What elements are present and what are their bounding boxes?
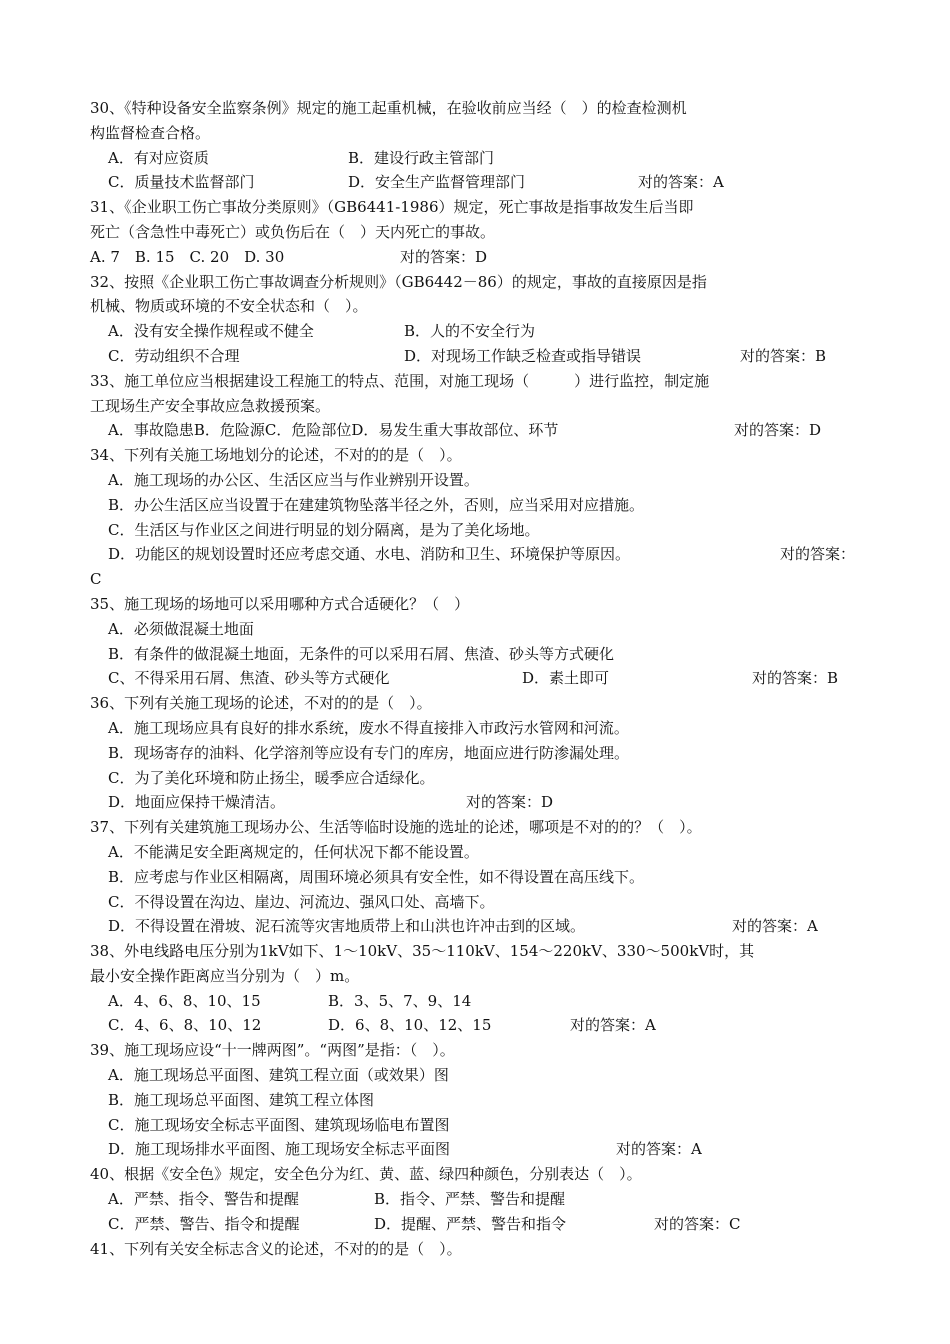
question-34-option-d-row — [90, 542, 880, 567]
question-40-options-row-2 — [90, 1212, 880, 1237]
question-35-options-row — [90, 666, 880, 691]
question-36-answer: 对的答案：D — [466, 793, 554, 812]
question-31-answer: 对的答案：D — [400, 247, 488, 266]
question-36-option-c: C．为了美化环境和防止扬尘，暖季应合适绿化。 — [108, 768, 435, 787]
question-35-option-d: D．素土即可 — [522, 669, 610, 688]
question-34-answer-value: C — [90, 570, 102, 589]
question-33-options-row — [90, 418, 880, 443]
question-35-stem: 35、施工现场的场地可以采用哪种方式合适硬化？（ ） — [90, 594, 470, 613]
question-37-option-a: A．不能满足安全距离规定的，任何状况下都不能设置。 — [108, 842, 479, 861]
question-34-option-b: B．办公生活区应当设置于在建建筑物坠落半径之外，否则，应当采用对应措施。 — [108, 495, 645, 514]
question-30-options-row-1 — [90, 146, 880, 171]
question-36-option-b: B．现场寄存的油料、化学溶剂等应设有专门的库房，地面应进行防渗漏处理。 — [108, 743, 630, 762]
question-32-options-row-2 — [90, 344, 880, 369]
question-38-stem-line-2: 最小安全操作距离应当分别为（ ）m。 — [90, 966, 360, 985]
question-35-option-a: A．必须做混凝土地面 — [108, 619, 254, 638]
question-40-option-b: B．指令、严禁、警告和提醒 — [374, 1190, 566, 1209]
question-36-option-d: D．地面应保持干燥清洁。 — [108, 793, 286, 812]
question-39-option-c: C．施工现场安全标志平面图、建筑现场临电布置图 — [108, 1115, 450, 1134]
question-38-options-row-2 — [90, 1013, 880, 1038]
question-32-stem-line-1: 32、按照《企业职工伤亡事故调查分析规则》（GB6442－86）的规定，事故的直接原因是指 — [90, 272, 707, 291]
question-30-option-c: C．质量技术监督部门 — [108, 173, 255, 192]
question-36-option-d-row — [90, 790, 880, 815]
question-31-options: A. 7 B. 15 C. 20 D. 30 — [90, 247, 285, 266]
question-38-stem-line-1: 38、外电线路电压分别为1kV如下、1～10kV、35～110kV、154～220kV、330～500kV时，其 — [90, 942, 755, 961]
document-page — [90, 96, 880, 1261]
question-35-option-b: B．有条件的做混凝土地面，无条件的可以采用石屑、焦渣、砂头等方式硬化 — [108, 644, 615, 663]
question-31-stem-line-1: 31、《企业职工伤亡事故分类原则》（GB6441-1986）规定，死亡事故是指事故发生后当即 — [90, 198, 694, 217]
question-30-answer: 对的答案：A — [638, 173, 724, 192]
question-37-option-d-row — [90, 914, 880, 939]
question-31-stem-line-2: 死亡（含急性中毒死亡）或负伤后在（ ）天内死亡的事故。 — [90, 222, 496, 241]
question-32-option-a: A．没有安全操作规程或不健全 — [108, 322, 314, 341]
question-39-option-a: A．施工现场总平面图、建筑工程立面（或效果）图 — [108, 1066, 449, 1085]
question-39-option-b: B．施工现场总平面图、建筑工程立体图 — [108, 1090, 375, 1109]
question-31-options-row — [90, 245, 880, 270]
question-30-option-d: D．安全生产监督管理部门 — [348, 173, 526, 192]
question-37-option-b: B．应考虑与作业区相隔离，周围环境必须具有安全性，如不得设置在高压线下。 — [108, 867, 645, 886]
question-41-stem: 41、下列有关安全标志含义的论述，不对的的是（ ）。 — [90, 1239, 462, 1258]
question-33-options: A．事故隐患B．危险源C．危险部位D．易发生重大事故部位、环节 — [108, 421, 559, 440]
question-38-answer: 对的答案：A — [570, 1016, 656, 1035]
question-39-answer: 对的答案：A — [616, 1140, 702, 1159]
question-32-options-row-1 — [90, 319, 880, 344]
question-38-option-d: D．6、8、10、12、15 — [328, 1016, 492, 1035]
question-32-answer: 对的答案：B — [740, 346, 827, 365]
question-30-options-row-2 — [90, 170, 880, 195]
question-40-options-row-1 — [90, 1187, 880, 1212]
question-32-option-b: B．人的不安全行为 — [404, 322, 536, 341]
question-30-option-a: A．有对应资质 — [108, 148, 209, 167]
question-34-answer-label: 对的答案： — [780, 545, 856, 564]
question-30-stem-line-1: 30、《特种设备安全监察条例》规定的施工起重机械，在验收前应当经（ ）的检查检测机 — [90, 99, 687, 117]
question-37-option-d: D．不得设置在滑坡、泥石流等灾害地质带上和山洪也许冲击到的区域。 — [108, 917, 586, 936]
question-34-stem: 34、下列有关施工场地划分的论述，不对的的是（ ）。 — [90, 446, 462, 465]
question-37-answer: 对的答案：A — [732, 917, 818, 936]
question-37-stem: 37、下列有关建筑施工现场办公、生活等临时设施的选址的论述，哪项是不对的的？（ ）。 — [90, 818, 702, 837]
question-39-option-d: D．施工现场排水平面图、施工现场安全标志平面图 — [108, 1140, 451, 1159]
question-38-option-c: C．4、6、8、10、12 — [108, 1016, 262, 1035]
question-40-answer: 对的答案：C — [654, 1214, 741, 1233]
question-35-option-c: C、不得采用石屑、焦渣、砂头等方式硬化 — [108, 669, 390, 688]
question-38-option-a: A．4、6、8、10、15 — [108, 991, 261, 1010]
question-34-option-d: D．功能区的规划设置时还应考虑交通、水电、消防和卫生、环境保护等原因。 — [108, 545, 631, 564]
question-36-stem: 36、下列有关施工现场的论述，不对的的是（ ）。 — [90, 694, 432, 713]
question-36-option-a: A．施工现场应具有良好的排水系统，废水不得直接排入市政污水管网和河流。 — [108, 718, 629, 737]
question-38-options-row-1 — [90, 989, 880, 1014]
question-33-stem-line-2: 工现场生产安全事故应急救援预案。 — [90, 396, 331, 415]
question-40-stem: 40、根据《安全色》规定，安全色分为红、黄、蓝、绿四种颜色，分别表达（ ）。 — [90, 1165, 642, 1184]
question-30-option-b: B．建设行政主管部门 — [348, 148, 495, 167]
question-32-option-c: C．劳动组织不合理 — [108, 346, 240, 365]
question-33-answer: 对的答案：D — [734, 421, 822, 440]
question-39-option-d-row — [90, 1137, 880, 1162]
question-32-stem-line-2: 机械、物质或环境的不安全状态和（ ）。 — [90, 297, 368, 316]
question-32-option-d: D．对现场工作缺乏检查或指导错误 — [404, 346, 642, 365]
question-30-stem-line-2: 构监督检查合格。 — [90, 123, 211, 142]
question-39-stem: 39、施工现场应设“十一牌两图”。“两图”是指：（ ）。 — [90, 1041, 455, 1060]
question-38-option-b: B．3、5、7、9、14 — [328, 991, 472, 1010]
question-40-option-c: C．严禁、警告、指令和提醒 — [108, 1214, 300, 1233]
question-34-option-c: C．生活区与作业区之间进行明显的划分隔离，是为了美化场地。 — [108, 520, 540, 539]
question-40-option-d: D．提醒、严禁、警告和指令 — [374, 1214, 567, 1233]
question-34-option-a: A．施工现场的办公区、生活区应当与作业辨别开设置。 — [108, 470, 479, 489]
question-33-stem-line-1: 33、施工单位应当根据建设工程施工的特点、范围，对施工现场（ ）进行监控，制定施 — [90, 371, 710, 390]
question-37-option-c: C．不得设置在沟边、崖边、河流边、强风口处、高墙下。 — [108, 892, 495, 911]
question-40-option-a: A．严禁、指令、警告和提醒 — [108, 1190, 299, 1209]
question-35-answer: 对的答案：B — [752, 669, 839, 688]
